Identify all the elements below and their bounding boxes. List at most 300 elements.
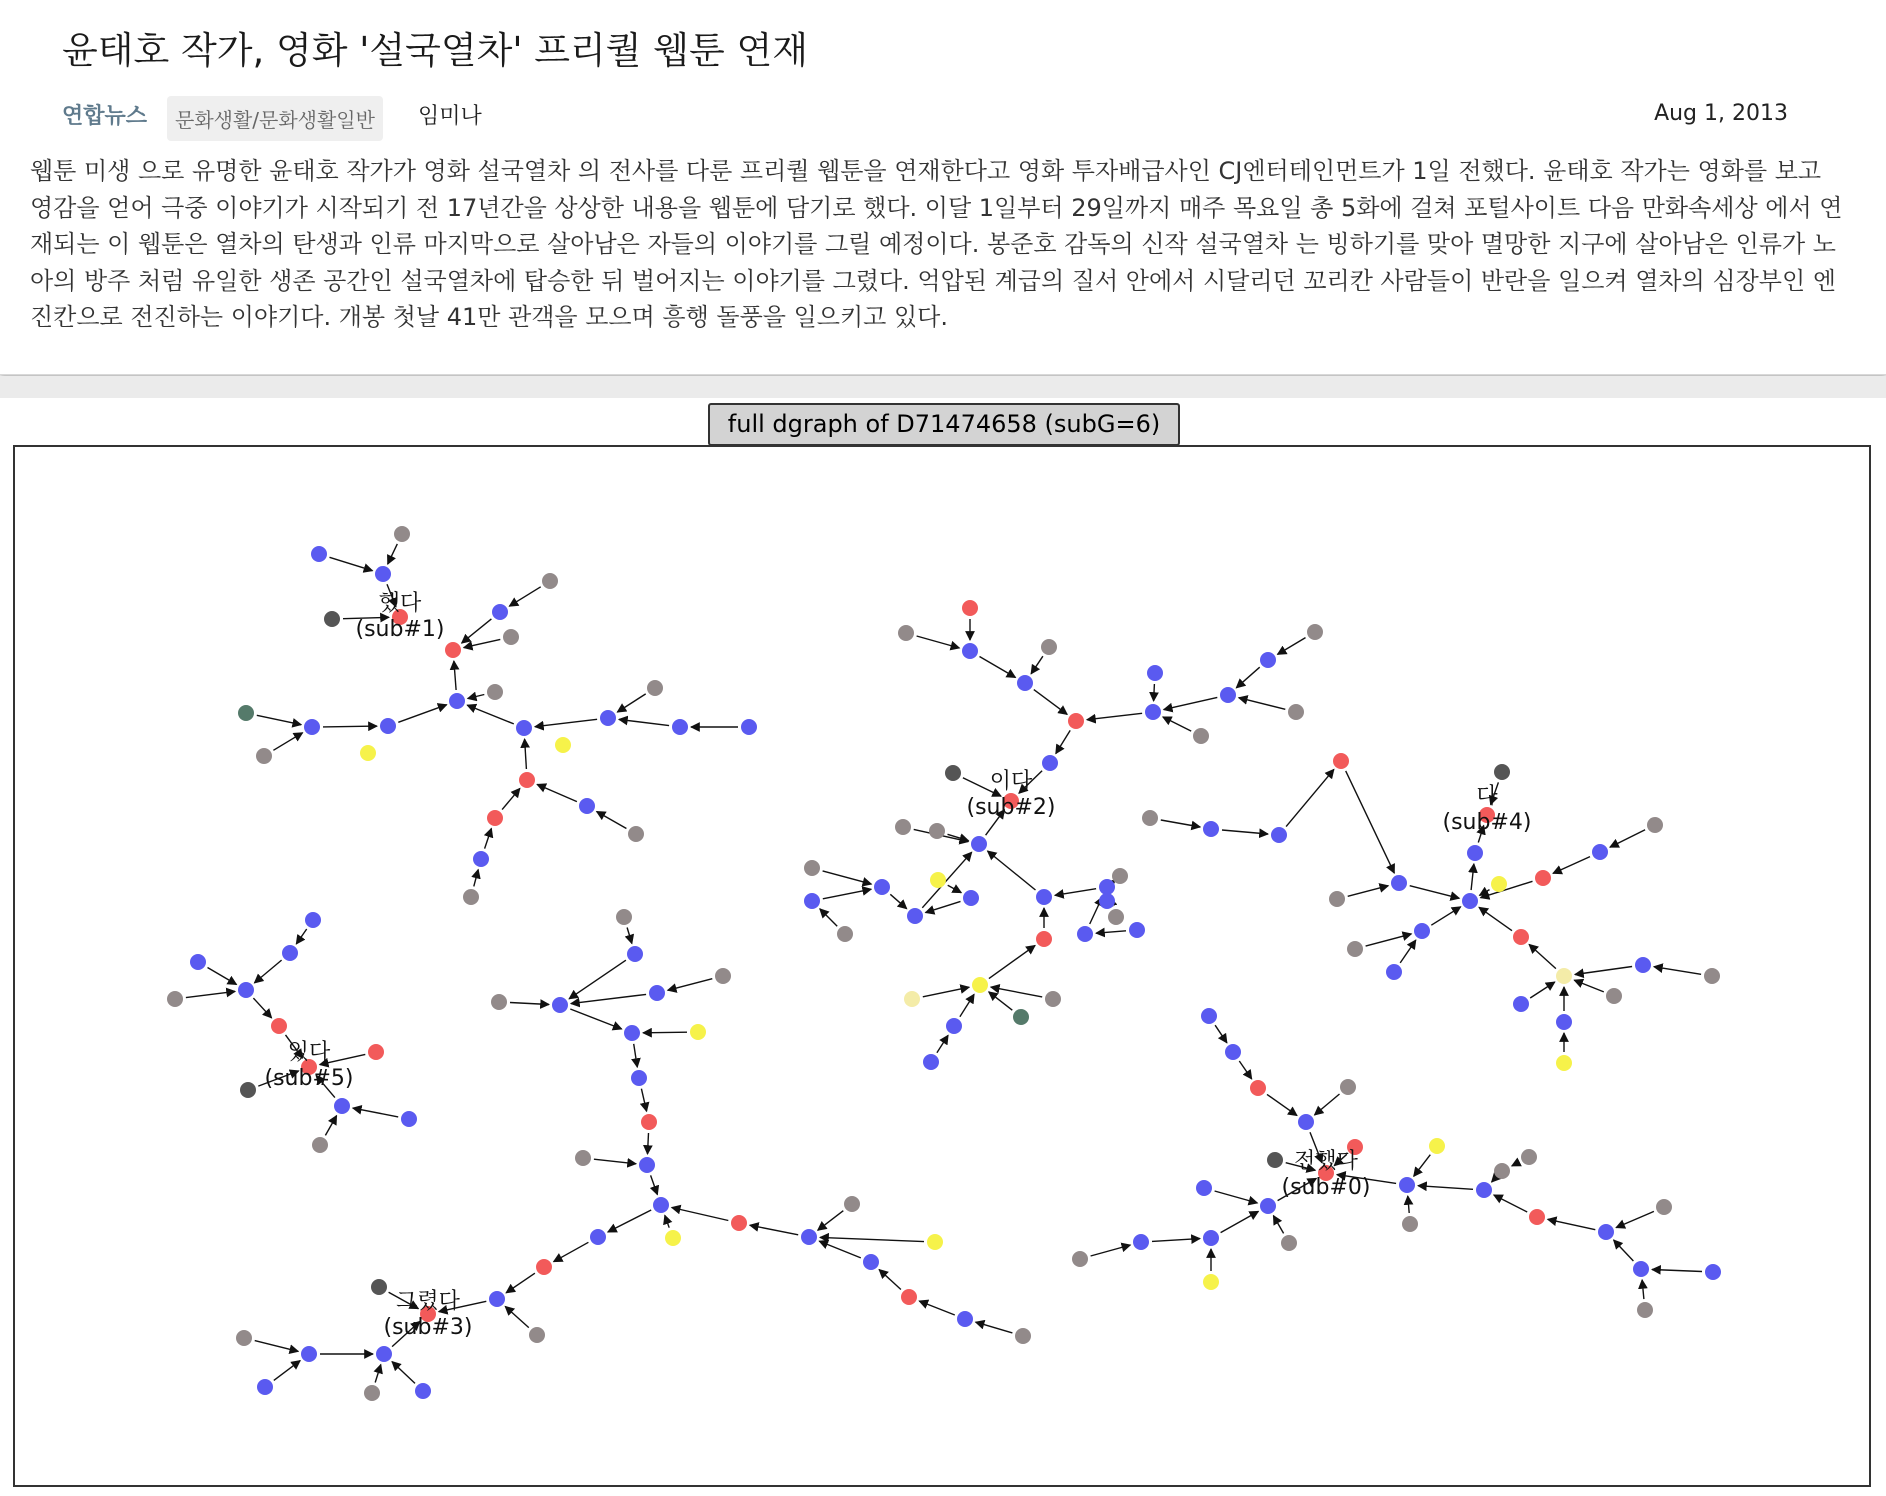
graph-edge — [1400, 940, 1416, 963]
graph-node — [312, 1137, 328, 1153]
graph-edge — [820, 909, 837, 926]
graph-edge — [1616, 1211, 1654, 1227]
graph-node — [1108, 909, 1124, 925]
graph-edge — [467, 705, 514, 724]
graph-edge — [619, 719, 669, 725]
graph-node — [1298, 1114, 1314, 1130]
source-name[interactable]: 연합뉴스 — [62, 104, 148, 129]
graph-node — [930, 872, 946, 888]
graph-node — [801, 1229, 817, 1245]
svg-text:(sub#5): (sub#5) — [264, 1066, 354, 1091]
graph-edge — [255, 1341, 299, 1352]
graph-node — [1250, 1080, 1266, 1096]
graph-edge — [509, 587, 540, 606]
graph-node — [238, 705, 254, 721]
graph-node — [624, 1025, 640, 1041]
graph-edge — [1267, 1094, 1297, 1115]
graph-node — [257, 1379, 273, 1395]
graph-node — [394, 526, 410, 542]
graph-edge — [1471, 864, 1474, 890]
graph-node — [555, 737, 571, 753]
graph-node — [863, 1254, 879, 1270]
graph-node — [1556, 968, 1572, 984]
graph-node — [1494, 764, 1510, 780]
graph-node — [489, 1291, 505, 1307]
graph-edge — [1278, 638, 1306, 655]
graph-node — [1391, 875, 1407, 891]
graph-edge — [571, 994, 646, 1003]
graph-edge — [1286, 769, 1334, 826]
graph-node — [1635, 957, 1651, 973]
graph-node — [1556, 1055, 1572, 1071]
graph-edge — [1652, 1270, 1702, 1272]
graph-edge — [1575, 967, 1632, 975]
graph-node — [647, 680, 663, 696]
graph-node — [1462, 893, 1478, 909]
graph-node — [1340, 1079, 1356, 1095]
graph-edge — [1096, 931, 1126, 933]
graph-node — [923, 1054, 939, 1070]
graph-node — [1429, 1138, 1445, 1154]
graph-node — [240, 1082, 256, 1098]
graph-node — [1647, 817, 1663, 833]
graph-node — [1606, 988, 1622, 1004]
graph-node — [238, 982, 254, 998]
graph-edge — [1163, 717, 1191, 731]
article-body: 웹툰 미생 으로 유명한 윤태호 작가가 영화 설국열차 의 전사를 다룬 프리퀄 웹툰을 연재한다고 영화 투자배급사인 CJ엔터테인먼트가 1일 전했다. 윤태호 작가는 영화를 보고 영감을 얻어 극중 이야기가 시작되기 전 17년간을 상상한 내용을 웹툰에 담기로 했다. 이달 1일부터 29일까지 매주 목요일 총 5화에 걸쳐 포털사이트 다음 만화속세상 에서 연재되는 이 웹툰은 열차의 탄생과 인류 마지막으로 살아남은 자들의 이야기를 그릴 예정이다. 봉준호 감독의 신작 설국열차 는 빙하기를 맞아 멸망한 지구에 살아남은 인류가 노아의 방주 처럼 유일한 생존 공간인 설국열차에 탑승한 뒤 벌어지는 이야기를 그렸다. 억압된 계급의 질서 안에서 시달리던 꼬리칸 사람들이 반란을 일으켜 열차의 심장부인 엔진칸으로 전진하는 이야기다. 개봉 첫날 41만 관객을 모으며 흥행 돌풍을 일으키고 있다. — [30, 157, 1843, 331]
graph-node — [311, 546, 327, 562]
graph-edge — [1431, 907, 1460, 925]
graph-node — [491, 994, 507, 1010]
graph-node — [972, 977, 988, 993]
graph-edge — [820, 1237, 924, 1241]
graph-edge — [208, 968, 237, 985]
graph-node — [376, 1346, 392, 1362]
graph-node — [804, 893, 820, 909]
graph-edge — [668, 979, 713, 991]
graph-edge — [597, 812, 627, 829]
graph-edge — [1215, 1025, 1227, 1043]
graph-node — [631, 1070, 647, 1086]
graph-edge — [537, 784, 577, 801]
graph-edge — [823, 889, 871, 899]
author-name: 임미나 — [418, 104, 482, 129]
graph-node — [256, 748, 272, 764]
graph-edge — [1055, 889, 1096, 896]
graph-node — [487, 810, 503, 826]
graph-frame — [14, 446, 1870, 1486]
graph-edge — [186, 991, 235, 997]
graph-node — [542, 573, 558, 589]
graph-node — [1145, 704, 1161, 720]
graph-edge — [1034, 690, 1067, 715]
graph-node — [529, 1327, 545, 1343]
graph-node — [731, 1215, 747, 1231]
graph-node — [1077, 926, 1093, 942]
graph-node — [837, 926, 853, 942]
graph-node — [463, 889, 479, 905]
graph-node — [1099, 879, 1115, 895]
graph-edge — [254, 960, 281, 983]
graph-node — [672, 719, 688, 735]
graph-edge — [257, 715, 301, 724]
graph-edge — [919, 1301, 955, 1315]
graph-edge — [1087, 713, 1142, 719]
graph-edge — [923, 987, 969, 997]
graph-node — [963, 890, 979, 906]
graph-edge — [274, 1361, 300, 1381]
graph-edge — [1418, 1186, 1473, 1190]
graph-node — [1142, 810, 1158, 826]
graph-node — [1633, 1261, 1649, 1277]
graph-node — [690, 1024, 706, 1040]
graph-node — [575, 1150, 591, 1166]
graph-edge — [1056, 730, 1070, 753]
graph-node — [445, 642, 461, 658]
graph-node — [653, 1197, 669, 1213]
graph-edge — [991, 987, 1042, 997]
graph-node — [1307, 624, 1323, 640]
graph-label-sub3 — [384, 1289, 473, 1340]
graph-label-sub4 — [1443, 784, 1532, 835]
graph-edge — [468, 695, 485, 699]
graph-edge — [398, 705, 446, 723]
graph-edge — [989, 945, 1035, 978]
graph-node — [1637, 1302, 1653, 1318]
graph-node — [1705, 1264, 1721, 1280]
graph-node — [324, 611, 340, 627]
graph-node — [600, 710, 616, 726]
graph-edge — [464, 639, 501, 647]
graph-edge — [819, 1241, 861, 1258]
graph-node — [1476, 1182, 1492, 1198]
graph-edge — [750, 1225, 798, 1235]
graph-edge — [273, 733, 302, 751]
graph-edge — [937, 1035, 948, 1052]
graph-edge — [917, 636, 960, 648]
graph-node — [1598, 1224, 1614, 1240]
graph-node — [616, 909, 632, 925]
graph-edge — [462, 619, 492, 643]
graph-edge — [594, 1159, 636, 1164]
graph-edge — [375, 1365, 381, 1383]
graph-edge — [570, 1009, 621, 1029]
graph-edge — [1614, 1240, 1634, 1261]
graph-node — [929, 823, 945, 839]
svg-text:그렸다: 그렸다 — [396, 1289, 460, 1314]
graph-edge — [474, 870, 478, 887]
graph-node — [190, 954, 206, 970]
graph-edge — [554, 1242, 589, 1261]
graph-node — [1129, 922, 1145, 938]
svg-text:다: 다 — [1476, 784, 1498, 809]
graph-edge — [1315, 1094, 1340, 1115]
graph-node — [282, 945, 298, 961]
graph-edge — [665, 1215, 669, 1227]
graph-edge — [1236, 667, 1259, 688]
graph-edge — [643, 1032, 687, 1033]
graph-edge — [1479, 907, 1512, 930]
graph-title: full dgraph of D71474658 (subG=6) — [708, 403, 1180, 446]
graph-node — [167, 991, 183, 1007]
graph-node — [946, 1018, 962, 1034]
article-card — [0, 0, 1886, 375]
graph-node — [1042, 755, 1058, 771]
graph-label-sub0 — [1282, 1149, 1371, 1200]
graph-label-sub1 — [356, 591, 445, 642]
graph-edge — [980, 657, 1016, 678]
graph-edge — [454, 661, 456, 690]
svg-text:전했다: 전했다 — [1294, 1149, 1358, 1174]
graph-node — [945, 765, 961, 781]
graph-node — [804, 860, 820, 876]
graph-edge — [948, 885, 962, 892]
graph-edge — [1529, 944, 1556, 968]
graph-node — [971, 836, 987, 852]
graph-node — [1288, 704, 1304, 720]
graph-edge — [1408, 1196, 1409, 1213]
graph-node — [473, 851, 489, 867]
graph-node — [1045, 991, 1061, 1007]
graph-node — [1260, 1198, 1276, 1214]
graph-edge — [1494, 1195, 1527, 1212]
graph-node — [1529, 1209, 1545, 1225]
graph-node — [898, 625, 914, 641]
graph-node — [962, 643, 978, 659]
graph-edge — [1161, 820, 1200, 827]
graph-node — [895, 819, 911, 835]
graph-node — [415, 1383, 431, 1399]
graph-node — [1281, 1235, 1297, 1251]
graph-edge — [1530, 982, 1555, 998]
graph-edge — [1091, 1245, 1131, 1256]
graph-edge — [1346, 771, 1395, 873]
graph-label-sub5 — [265, 1040, 354, 1091]
graph-edge — [1154, 684, 1155, 701]
graph-node — [874, 879, 890, 895]
graph-node — [1260, 652, 1276, 668]
graph-edge — [1610, 830, 1645, 847]
graph-edge — [818, 1211, 844, 1231]
graph-node — [1347, 941, 1363, 957]
graph-node — [552, 997, 568, 1013]
graph-node — [1656, 1199, 1672, 1215]
svg-text:(sub#3): (sub#3) — [383, 1315, 473, 1340]
graph-node — [715, 968, 731, 984]
graph-edge — [535, 719, 597, 726]
graph-edge — [253, 998, 271, 1018]
graph-node — [1494, 1163, 1510, 1179]
graph-edge — [505, 1306, 529, 1327]
graph-edge — [392, 1362, 415, 1384]
graph-node — [1271, 827, 1287, 843]
graph-node — [627, 946, 643, 962]
graph-node — [1267, 1152, 1283, 1168]
graph-node — [1203, 821, 1219, 837]
graph-node — [271, 1018, 287, 1034]
graph-node — [957, 1311, 973, 1327]
graph-node — [401, 1111, 417, 1127]
graph-node — [375, 566, 391, 582]
graph-node — [741, 719, 757, 735]
graph-edge — [1492, 1179, 1495, 1182]
graph-node — [1147, 665, 1163, 681]
graph-node — [1402, 1216, 1418, 1232]
graph-node — [371, 1279, 387, 1295]
graph-edge — [1512, 1162, 1519, 1166]
graph-node — [1013, 1009, 1029, 1025]
graph-node — [1015, 1328, 1031, 1344]
graph-node — [1201, 1008, 1217, 1024]
graph-node — [628, 826, 644, 842]
graph-edge — [1221, 1211, 1259, 1232]
graph-node — [927, 1234, 943, 1250]
graph-node — [1220, 687, 1236, 703]
graph-edge — [627, 928, 632, 944]
graph-node — [1225, 1044, 1241, 1060]
graph-edge — [988, 851, 1036, 890]
svg-text:했다: 했다 — [378, 591, 422, 616]
graph-edge — [1480, 890, 1490, 896]
graph-node — [1133, 1234, 1149, 1250]
graph-node — [1513, 996, 1529, 1012]
graph-node — [449, 693, 465, 709]
graph-edge — [1164, 697, 1218, 709]
graph-edge — [330, 557, 373, 570]
graph-node — [304, 719, 320, 735]
graph-node — [1333, 753, 1349, 769]
dependency-graph — [0, 440, 1886, 1496]
graph-node — [1036, 889, 1052, 905]
graph-node — [1467, 845, 1483, 861]
graph-node — [1491, 876, 1507, 892]
graph-node — [1036, 931, 1052, 947]
graph-label-sub2 — [967, 769, 1056, 820]
graph-node — [1414, 923, 1430, 939]
graph-node — [1017, 675, 1033, 691]
graph-edge — [502, 788, 520, 809]
graph-node — [1072, 1251, 1088, 1267]
graph-edge — [485, 828, 492, 848]
graph-node — [901, 1289, 917, 1305]
publish-date: Aug 1, 2013 — [1654, 101, 1788, 126]
graph-node — [1068, 713, 1084, 729]
graph-edge — [1366, 934, 1412, 946]
graph-node — [536, 1259, 552, 1275]
category-badge[interactable]: 문화생활/문화생활일반 — [167, 96, 383, 141]
graph-edge — [634, 1044, 638, 1067]
graph-node — [1399, 1177, 1415, 1193]
graph-edge — [641, 1089, 646, 1112]
graph-node — [380, 718, 396, 734]
graph-edge — [1215, 1191, 1258, 1203]
graph-node — [1513, 929, 1529, 945]
graph-edge — [976, 1322, 1013, 1333]
graph-edge — [823, 871, 872, 884]
graph-node — [516, 720, 532, 736]
graph-edge — [296, 929, 306, 944]
graph-node — [364, 1385, 380, 1401]
graph-node — [1203, 1230, 1219, 1246]
graph-node — [368, 1044, 384, 1060]
graph-edge — [1548, 1219, 1596, 1229]
graph-edge — [890, 894, 906, 908]
graph-edge — [1642, 1280, 1644, 1299]
graph-node — [301, 1346, 317, 1362]
graph-node — [1041, 639, 1057, 655]
graph-node — [1112, 868, 1128, 884]
graph-edge — [510, 1003, 549, 1005]
graph-node — [844, 1196, 860, 1212]
graph-edge — [1239, 698, 1286, 710]
graph-edge — [1414, 1155, 1431, 1177]
article-title: 윤태호 작가, 영화 '설국열차' 프리퀄 웹툰 연재 — [62, 29, 809, 72]
graph-node — [904, 991, 920, 1007]
graph-node — [305, 912, 321, 928]
graph-edge — [388, 544, 398, 564]
graph-node — [649, 985, 665, 1001]
graph-node — [503, 629, 519, 645]
graph-edge — [648, 1133, 649, 1154]
graph-node — [1329, 891, 1345, 907]
graph-node — [590, 1229, 606, 1245]
graph-edge — [569, 960, 626, 999]
graph-node — [360, 745, 376, 761]
graph-node — [334, 1098, 350, 1114]
svg-text:(sub#4): (sub#4) — [1442, 810, 1532, 835]
svg-text:(sub#2): (sub#2) — [966, 795, 1056, 820]
graph-node — [1521, 1149, 1537, 1165]
graph-edge — [1553, 857, 1590, 874]
svg-text:있다: 있다 — [287, 1040, 331, 1065]
graph-node — [641, 1114, 657, 1130]
graph-node — [1386, 964, 1402, 980]
svg-text:(sub#0): (sub#0) — [1281, 1175, 1371, 1200]
graph-edge — [1273, 1216, 1283, 1234]
graph-node — [579, 798, 595, 814]
graph-node — [1196, 1180, 1212, 1196]
graph-node — [1592, 844, 1608, 860]
graph-node — [665, 1230, 681, 1246]
graph-edge — [989, 992, 1013, 1010]
graph-node — [1193, 728, 1209, 744]
graph-edge — [353, 1108, 398, 1117]
graph-node — [1203, 1274, 1219, 1290]
section-divider — [0, 376, 1886, 398]
graph-edge — [525, 739, 527, 769]
graph-edge — [1348, 886, 1389, 897]
graph-edge — [1654, 967, 1701, 975]
graph-edge — [1031, 656, 1043, 674]
graph-edge — [617, 694, 645, 712]
svg-text:(sub#1): (sub#1) — [355, 617, 445, 642]
graph-edge — [506, 1273, 535, 1293]
graph-edge — [960, 994, 974, 1016]
graph-node — [962, 600, 978, 616]
graph-node — [1535, 870, 1551, 886]
graph-edge — [1410, 886, 1460, 899]
graph-edge — [325, 1116, 336, 1136]
graph-node — [639, 1157, 655, 1173]
graph-edge — [1574, 980, 1604, 992]
graph-edge — [879, 1270, 901, 1290]
graph-edge — [1239, 1061, 1251, 1079]
graph-node — [236, 1330, 252, 1346]
graph-edge — [1222, 830, 1268, 834]
graph-node — [519, 772, 535, 788]
graph-edge — [651, 1175, 658, 1194]
graph-edge — [672, 1208, 729, 1221]
